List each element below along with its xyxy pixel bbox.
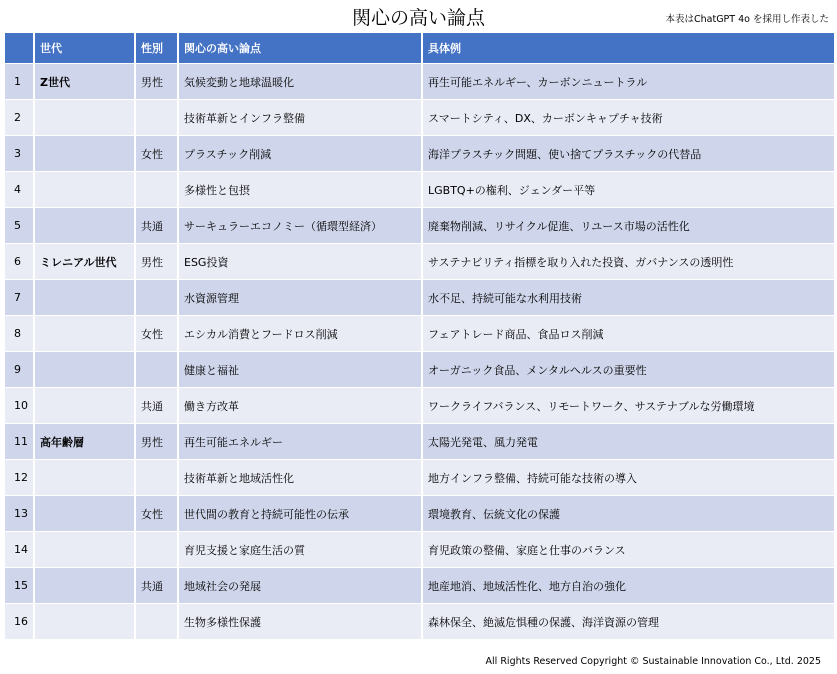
header-generation: 世代 [35, 33, 134, 63]
row-generation [35, 136, 134, 171]
row-number: 16 [5, 604, 33, 639]
row-topic: 世代間の教育と持続可能性の伝承 [179, 496, 421, 531]
row-topic: サーキュラーエコノミー（循環型経済） [179, 208, 421, 243]
row-generation [35, 604, 134, 639]
row-example: ワークライフバランス、リモートワーク、サステナブルな労働環境 [423, 388, 834, 423]
row-generation [35, 496, 134, 531]
row-topic: 気候変動と地球温暖化 [179, 64, 421, 99]
table-header [5, 33, 834, 63]
row-number: 14 [5, 532, 33, 567]
row-generation [35, 100, 134, 135]
row-topic: 健康と福祉 [179, 352, 421, 387]
row-example: 地方インフラ整備、持続可能な技術の導入 [423, 460, 834, 495]
row-gender: 男性 [136, 424, 177, 459]
row-topic: 育児支援と家庭生活の質 [179, 532, 421, 567]
row-gender [136, 352, 177, 387]
row-example: 地産地消、地域活性化、地方自治の強化 [423, 568, 834, 603]
row-number: 7 [5, 280, 33, 315]
row-gender: 共通 [136, 568, 177, 603]
table-row [5, 280, 834, 315]
row-example: 海洋プラスチック問題、使い捨てプラスチックの代替品 [423, 136, 834, 171]
table-row [5, 604, 834, 639]
table-row [5, 316, 834, 351]
row-gender [136, 460, 177, 495]
row-topic: 再生可能エネルギー [179, 424, 421, 459]
table-row [5, 136, 834, 171]
table-row [5, 388, 834, 423]
row-gender: 男性 [136, 244, 177, 279]
row-gender [136, 532, 177, 567]
row-generation: ミレニアル世代 [35, 244, 134, 279]
table-row [5, 424, 834, 459]
row-generation [35, 568, 134, 603]
row-number: 4 [5, 172, 33, 207]
row-gender [136, 280, 177, 315]
row-topic: 生物多様性保護 [179, 604, 421, 639]
header-gender: 性別 [136, 33, 177, 63]
row-generation [35, 172, 134, 207]
row-gender: 共通 [136, 208, 177, 243]
row-generation [35, 208, 134, 243]
row-gender: 女性 [136, 316, 177, 351]
row-generation [35, 352, 134, 387]
page-title: 関心の高い論点 [351, 7, 485, 29]
row-example: 廃棄物削減、リサイクル促進、リユース市場の活性化 [423, 208, 834, 243]
row-number: 5 [5, 208, 33, 243]
row-number: 3 [5, 136, 33, 171]
table-row [5, 172, 834, 207]
row-topic: ESG投資 [179, 244, 421, 279]
table-row [5, 532, 834, 567]
row-number: 13 [5, 496, 33, 531]
row-topic: 多様性と包摂 [179, 172, 421, 207]
row-gender [136, 100, 177, 135]
row-topic: 水資源管理 [179, 280, 421, 315]
row-number: 1 [5, 64, 33, 99]
row-number: 11 [5, 424, 33, 459]
row-topic: 技術革新とインフラ整備 [179, 100, 421, 135]
row-topic: プラスチック削減 [179, 136, 421, 171]
table-body [5, 64, 834, 639]
row-example: 環境教育、伝統文化の保護 [423, 496, 834, 531]
row-number: 15 [5, 568, 33, 603]
table-row [5, 100, 834, 135]
row-gender: 共通 [136, 388, 177, 423]
row-topic: 技術革新と地域活性化 [179, 460, 421, 495]
row-number: 10 [5, 388, 33, 423]
table-row [5, 568, 834, 603]
header-number [5, 33, 33, 63]
row-number: 9 [5, 352, 33, 387]
row-generation: Z世代 [35, 64, 134, 99]
row-gender: 女性 [136, 496, 177, 531]
row-example: フェアトレード商品、食品ロス削減 [423, 316, 834, 351]
header-topic: 関心の高い論点 [179, 33, 421, 63]
header-example: 具体例 [423, 33, 834, 63]
table-row [5, 208, 834, 243]
row-topic: エシカル消費とフードロス削減 [179, 316, 421, 351]
row-example: オーガニック食品、メンタルヘルスの重要性 [423, 352, 834, 387]
row-generation [35, 280, 134, 315]
row-example: スマートシティ、DX、カーボンキャプチャ技術 [423, 100, 834, 135]
row-example: サステナビリティ指標を取り入れた投資、ガバナンスの透明性 [423, 244, 834, 279]
topics-table [3, 32, 836, 640]
source-note: 本表はChatGPT 4o を採用し作表した [665, 14, 829, 25]
row-gender: 女性 [136, 136, 177, 171]
row-generation [35, 388, 134, 423]
row-number: 12 [5, 460, 33, 495]
row-example: 森林保全、絶滅危惧種の保護、海洋資源の管理 [423, 604, 834, 639]
table-row [5, 460, 834, 495]
table-row [5, 496, 834, 531]
row-example: LGBTQ+の権利、ジェンダー平等 [423, 172, 834, 207]
row-example: 再生可能エネルギー、カーボンニュートラル [423, 64, 834, 99]
row-gender [136, 604, 177, 639]
table-row [5, 244, 834, 279]
row-number: 2 [5, 100, 33, 135]
row-number: 8 [5, 316, 33, 351]
table-row [5, 64, 834, 99]
row-gender: 男性 [136, 64, 177, 99]
row-example: 水不足、持続可能な水利用技術 [423, 280, 834, 315]
row-gender [136, 172, 177, 207]
row-example: 育児政策の整備、家庭と仕事のバランス [423, 532, 834, 567]
copyright-notice: All Rights Reserved Copyright © Sustainable Innovation Co., Ltd. 2025 [485, 656, 821, 667]
row-generation: 高年齢層 [35, 424, 134, 459]
row-generation [35, 460, 134, 495]
row-generation [35, 532, 134, 567]
row-example: 太陽光発電、風力発電 [423, 424, 834, 459]
row-topic: 地域社会の発展 [179, 568, 421, 603]
row-number: 6 [5, 244, 33, 279]
table-row [5, 352, 834, 387]
header-row [5, 33, 834, 63]
row-generation [35, 316, 134, 351]
row-topic: 働き方改革 [179, 388, 421, 423]
